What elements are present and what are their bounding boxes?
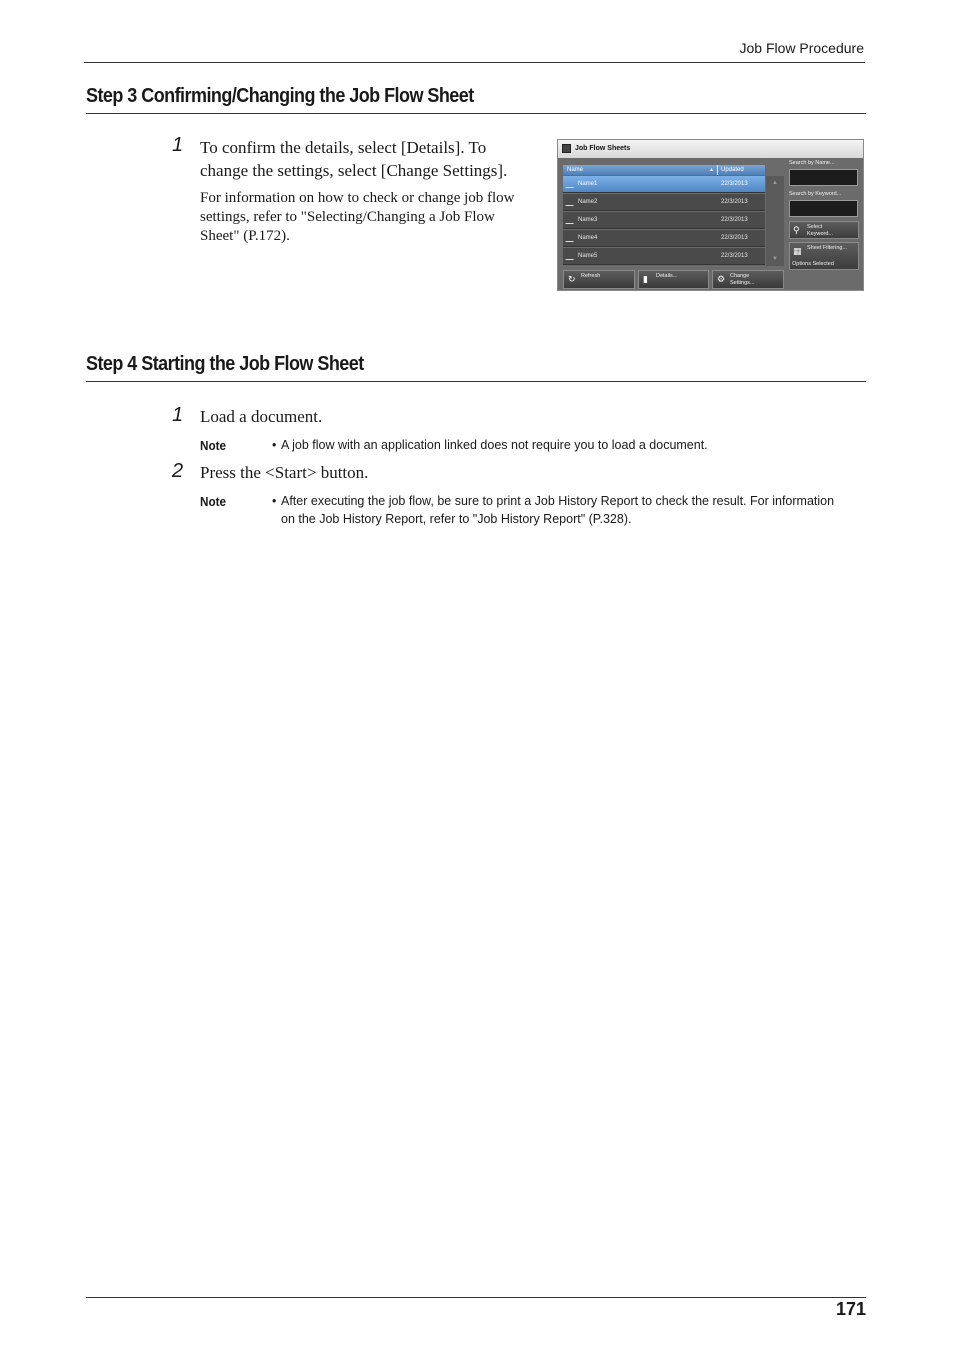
button-label: Details...: [656, 273, 678, 279]
sheet-filtering-button[interactable]: [789, 242, 859, 270]
job-flow-icon: [562, 144, 571, 153]
row-name: Name4: [578, 235, 598, 241]
scroll-down-icon[interactable]: ▼: [772, 256, 778, 262]
section-title-step3: Step 3 Confirming/Changing the Job Flow Sheet: [86, 85, 474, 107]
reference-line: Sheet" (P.172).: [200, 228, 290, 244]
bullet: •: [272, 494, 277, 508]
sheet-icon: [565, 200, 576, 206]
button-label: Change: [730, 273, 750, 279]
button-label: Refresh: [581, 273, 601, 279]
search-icon: ⚲: [793, 225, 800, 235]
sheet-icon: [565, 218, 576, 224]
running-header: Job Flow Procedure: [739, 40, 864, 56]
instruction-line: change the settings, select [Change Settings].: [200, 161, 508, 180]
sheet-icon: [565, 182, 576, 188]
instruction-line: Press the <Start> button.: [200, 463, 369, 482]
row-date: 22/3/2013: [721, 199, 748, 205]
row-name: Name1: [578, 181, 598, 187]
column-name[interactable]: Name: [567, 167, 584, 173]
note-line: on the Job History Report, refer to "Job History Report" (P.328).: [281, 512, 632, 526]
note-line: A job flow with an application linked does not require you to load a document.: [281, 438, 708, 452]
search-by-keyword-input[interactable]: [789, 200, 858, 217]
screen-title-bar: [558, 140, 863, 158]
table-row[interactable]: [563, 230, 765, 247]
row-date: 22/3/2013: [721, 235, 748, 241]
row-name: Name3: [578, 217, 598, 223]
info-icon: ▮: [643, 274, 648, 284]
row-name: Name2: [578, 199, 598, 205]
table-row[interactable]: [563, 248, 765, 265]
step-number: 1: [172, 134, 184, 156]
list-scrollbar[interactable]: [766, 176, 784, 266]
step-number: 1: [172, 404, 184, 426]
row-date: 22/3/2013: [721, 181, 748, 187]
note-label: Note: [200, 438, 227, 453]
search-by-name-label: Search by Name...: [789, 160, 835, 166]
page-number: 171: [835, 1299, 866, 1319]
gear-icon: ⚙: [717, 274, 726, 284]
footer-rule: [86, 1297, 866, 1298]
reference-line: For information on how to check or change job flow: [200, 190, 515, 206]
refresh-icon: ↻: [568, 274, 576, 284]
scroll-up-icon[interactable]: ▲: [772, 180, 778, 186]
instruction-line: Load a document.: [200, 407, 323, 426]
reference-line: settings, refer to "Selecting/Changing a Job Flow: [200, 209, 495, 225]
sort-up-icon: ▲: [709, 167, 714, 173]
search-by-keyword-label: Search by Keyword...: [789, 191, 842, 197]
button-label: Sheet Filtering...: [807, 245, 848, 251]
section-rule-step4: [86, 381, 866, 382]
filter-grid-icon: ▦: [793, 246, 802, 256]
button-label: Settings...: [730, 279, 755, 286]
row-name: Name5: [578, 253, 598, 259]
note-label: Note: [200, 494, 227, 509]
table-row[interactable]: [563, 176, 765, 193]
bullet: •: [272, 438, 277, 452]
row-date: 22/3/2013: [721, 253, 748, 259]
column-updated[interactable]: Updated: [721, 167, 744, 173]
screen-title: Job Flow Sheets: [575, 145, 631, 152]
select-keyword-button[interactable]: [789, 221, 859, 239]
details-button[interactable]: [638, 270, 709, 289]
note-text: [272, 492, 864, 528]
step-number: 2: [172, 460, 184, 482]
column-divider: [717, 165, 718, 175]
options-selected-text: Options Selected: [792, 261, 834, 267]
row-date: 22/3/2013: [721, 217, 748, 223]
header-rule: [84, 62, 865, 63]
instruction-line: To confirm the details, select [Details]. To: [200, 138, 487, 157]
section-title-step4: Step 4 Starting the Job Flow Sheet: [86, 353, 364, 375]
table-row[interactable]: [563, 212, 765, 229]
change-settings-button[interactable]: [712, 270, 784, 289]
job-flow-sheets-screenshot: [557, 139, 864, 291]
button-label: Select: [807, 224, 823, 230]
table-row[interactable]: [563, 194, 765, 211]
search-by-name-input[interactable]: [789, 169, 858, 186]
note-text: [272, 436, 864, 454]
button-label: Keyword...: [807, 230, 833, 237]
list-header: [563, 165, 765, 175]
note-line: After executing the job flow, be sure to print a Job History Report to check the result. For information: [281, 494, 835, 508]
section-rule-step3: [86, 113, 866, 114]
sheet-icon: [565, 236, 576, 242]
sheet-icon: [565, 254, 576, 260]
refresh-button[interactable]: [563, 270, 635, 289]
